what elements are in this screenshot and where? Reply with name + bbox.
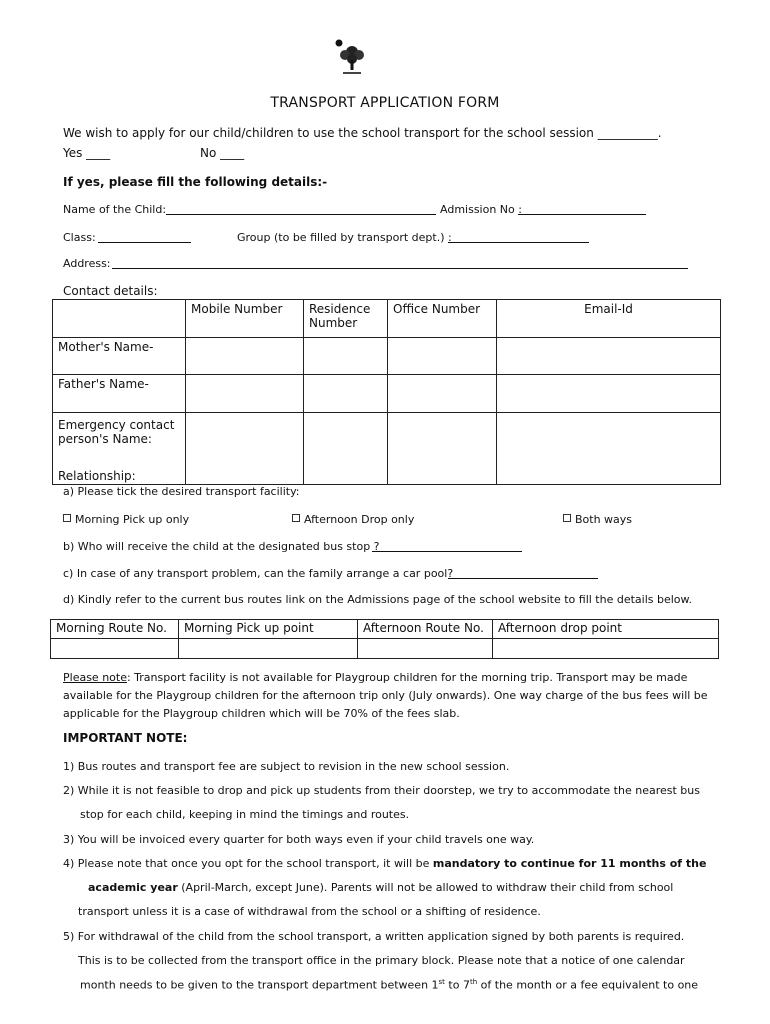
important-point-5c: [80, 978, 698, 992]
note-line-2: available for the Playgroup children for the afternoon trip only (July onwards). One way charge of the bus fees will be: [63, 689, 708, 702]
admission-label: Admission No :: [440, 203, 522, 216]
option-both[interactable]: [563, 513, 632, 526]
point-4-text: 4) Please note that once you opt for the school transport, it will be: [63, 857, 433, 870]
carpool-question: c) In case of any transport problem, can the family arrange a car pool?: [63, 567, 454, 580]
mother-mobile-cell[interactable]: [186, 338, 304, 375]
child-name-field[interactable]: [166, 203, 436, 215]
option-afternoon[interactable]: [292, 513, 414, 526]
refer-text: d) Kindly refer to the current bus routes link on the Admissions page of the school website to fill the details below.: [63, 593, 693, 606]
checkbox-icon[interactable]: [563, 514, 571, 522]
row-label-father: Father's Name-: [53, 375, 186, 413]
row-label-emergency: Emergency contact person's Name:: [58, 418, 175, 446]
note-line-1: : Transport facility is not available for Playgroup children for the morning trip. Transport may be made: [126, 671, 688, 684]
row-label-mother: Mother's Name-: [53, 338, 186, 375]
point-4-text-2: (April-March, except June). Parents will not be allowed to withdraw their child from school: [177, 881, 674, 894]
point-5c-pre: month needs to be given to the transport department between 1: [80, 978, 439, 992]
important-point-4c: transport unless it is a case of withdrawal from the school or a shifting of residence.: [78, 905, 541, 918]
option-afternoon-label: Afternoon Drop only: [304, 513, 415, 526]
father-office-cell[interactable]: [388, 375, 497, 413]
point-4-bold: mandatory to continue for 11 months of the: [432, 857, 707, 870]
mother-residence-cell[interactable]: [304, 338, 388, 375]
checkbox-icon[interactable]: [63, 514, 71, 522]
morning-route-cell[interactable]: [51, 639, 179, 659]
facility-question: a) Please tick the desired transport facility:: [63, 485, 300, 498]
route-header-afternoon-no: Afternoon Route No.: [358, 620, 493, 639]
form-title: TRANSPORT APPLICATION FORM: [270, 95, 500, 111]
important-point-5a: 5) For withdrawal of the child from the school transport, a written application signed by both parents is required.: [63, 930, 685, 943]
important-point-4a: [63, 857, 706, 870]
contact-table: [52, 299, 721, 485]
contact-header-email: Email-Id: [497, 300, 721, 338]
group-field[interactable]: [448, 231, 589, 243]
route-header-afternoon-point: Afternoon drop point: [493, 620, 719, 639]
contact-details-label: Contact details:: [63, 284, 158, 298]
contact-header-mobile: Mobile Number: [186, 300, 304, 338]
important-point-2a: 2) While it is not feasible to drop and pick up students from their doorstep, we try to accommodate the nearest bus: [63, 784, 700, 797]
emergency-mobile-cell[interactable]: [186, 413, 304, 485]
group-label: Group (to be filled by transport dept.) :: [237, 231, 452, 244]
school-tree-logo: [330, 38, 374, 78]
if-yes-heading: If yes, please fill the following details:-: [63, 175, 328, 189]
checkbox-icon[interactable]: [292, 514, 300, 522]
important-heading: IMPORTANT NOTE:: [63, 731, 188, 745]
important-point-1: 1) Bus routes and transport fee are subject to revision in the new school session.: [63, 760, 510, 773]
admission-field[interactable]: [518, 203, 646, 215]
note-prefix: Please note: [63, 671, 127, 684]
relationship-label: Relationship:: [58, 469, 136, 483]
yes-label[interactable]: Yes ____: [63, 146, 111, 160]
important-point-5b: This is to be collected from the transport office in the primary block. Please note that a notice of one calendar: [78, 954, 685, 967]
address-label: Address:: [63, 257, 111, 270]
contact-header-residence: Residence Number: [304, 300, 388, 338]
afternoon-route-cell[interactable]: [358, 639, 493, 659]
route-table: [50, 619, 719, 659]
mother-office-cell[interactable]: [388, 338, 497, 375]
child-name-label: Name of the Child:: [63, 203, 167, 216]
point-5c-post: of the month or a fee equivalent to one: [477, 978, 699, 992]
playgroup-note: [63, 669, 743, 723]
class-field[interactable]: [98, 231, 191, 243]
mother-email-cell[interactable]: [497, 338, 721, 375]
carpool-field[interactable]: [448, 567, 598, 579]
option-morning[interactable]: [63, 513, 189, 526]
route-header-morning-no: Morning Route No.: [51, 620, 179, 639]
address-field[interactable]: [112, 257, 688, 269]
afternoon-point-cell[interactable]: [493, 639, 719, 659]
emergency-residence-cell[interactable]: [304, 413, 388, 485]
important-point-3: 3) You will be invoiced every quarter for both ways even if your child travels one way.: [63, 833, 535, 846]
father-mobile-cell[interactable]: [186, 375, 304, 413]
receiver-question: b) Who will receive the child at the designated bus stop ?: [63, 540, 380, 553]
father-residence-cell[interactable]: [304, 375, 388, 413]
note-line-3: applicable for the Playgroup children which will be 70% of the fees slab.: [63, 707, 460, 720]
emergency-email-cell[interactable]: [497, 413, 721, 485]
class-label: Class:: [63, 231, 96, 244]
point-5c-mid: to 7: [444, 978, 470, 992]
morning-point-cell[interactable]: [179, 639, 358, 659]
important-point-2b: stop for each child, keeping in mind the timings and routes.: [80, 808, 410, 821]
emergency-office-cell[interactable]: [388, 413, 497, 485]
contact-header-office: Office Number: [388, 300, 497, 338]
option-morning-label: Morning Pick up only: [75, 513, 190, 526]
no-label[interactable]: No ____: [200, 146, 245, 160]
contact-header-blank: [53, 300, 186, 338]
route-header-morning-point: Morning Pick up point: [179, 620, 358, 639]
important-point-4b: [88, 881, 673, 894]
intro-text: We wish to apply for our child/children to use the school transport for the school session __________.: [63, 126, 662, 140]
sup-st: st: [438, 978, 445, 986]
sup-th: th: [469, 978, 478, 986]
father-email-cell[interactable]: [497, 375, 721, 413]
receiver-field[interactable]: [372, 540, 522, 552]
point-4-bold-2: academic year: [88, 881, 178, 894]
option-both-label: Both ways: [575, 513, 633, 526]
